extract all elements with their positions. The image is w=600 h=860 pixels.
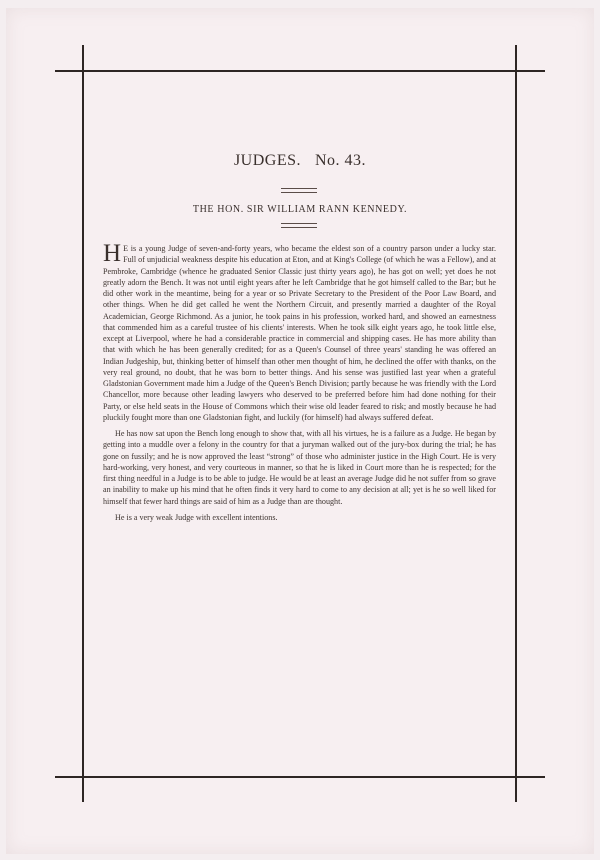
- article-body: [103, 240, 496, 528]
- paragraph-3: He is a very weak Judge with excellent intentions.: [115, 512, 278, 522]
- paragraph-1-text: E is a young Judge of seven-and-forty years, who became the eldest son of a country parson under a lucky star. Full of unjudicial weakness despite his education at Eton, and at King's College (of which he was a Fellow), and at Pembroke, Cambridge (whence he graduated Senior Classic just thirty years ago), he has got on well; yet does he not greatly adorn the Bench. It was not until eight years after he left Cambridge that he got himself called to the Bar; but he did other work in the meantime, being for a year or so Private Secretary to the President of the Poor Law Board, and other things. When he did get called he went the Northern Circuit, and presently married a daughter of the Royal Academician, George Richmond. As a junior, he took pains in his profession, worked hard, and showed an earnestness that commended him as a careful trustee of his clients' interests. When he took silk eight years ago, he took little else, except at Liverpool, where he had a considerable practice in commercial and shipping cases. He has more ability than that with which he has been generally credited; for as a Queen's Counsel of three years' standing he was offered an Indian Judgeship, but, thinking better of himself than other men thought of him, he declined the offer with thanks, on the very real ground, no doubt, that he was born to better things. And his sense was justified last year when a grateful Gladstonian Government made him a Judge of the Queen's Bench Division; partly because he was friendly with the Lord Chancellor, more because other leading lawyers who deserved to be preferred before him had done nothing for their Party, or else held seats in the House of Commons which their wise old leader feared to risk; and mostly because he had pluckily fought more than one Gladstonian fight, and luckily (for himself) had always suffered defeat.: [103, 244, 496, 422]
- page-title: [0, 152, 600, 170]
- title-divider: [281, 188, 317, 193]
- bottom-rule: [55, 776, 545, 778]
- paragraph-2: He has now sat upon the Bench long enough to show that, with all his virtues, he is a failure as a Judge. He began by getting into a muddle over a felony in the country for that a juryman walked out of the jury-box during the trial; he has gone on fussily; and he is now approved the least “strong” of those who administer justice in the High Court. He is very hard-working, very honest, and very courteous in manner, so that he is liked in Court more than he is respected; for the first thing needful in a Judge is to be able to judge. He would be at least an average Judge did he not suffer from so grave an inability to make up his mind that he often finds it very hard to come to any decision at all; yet is he so well liked for himself that fewer hard things are said of him as a Judge than are thought.: [103, 429, 496, 506]
- title-text: JUDGES.: [233, 152, 301, 169]
- paragraph-1: [103, 240, 496, 423]
- top-rule: [55, 70, 545, 72]
- title-number: No. 43.: [315, 152, 367, 169]
- drop-cap: H: [103, 240, 122, 267]
- subtitle-divider: [281, 223, 317, 228]
- subtitle: THE HON. SIR WILLIAM RANN KENNEDY.: [192, 204, 408, 215]
